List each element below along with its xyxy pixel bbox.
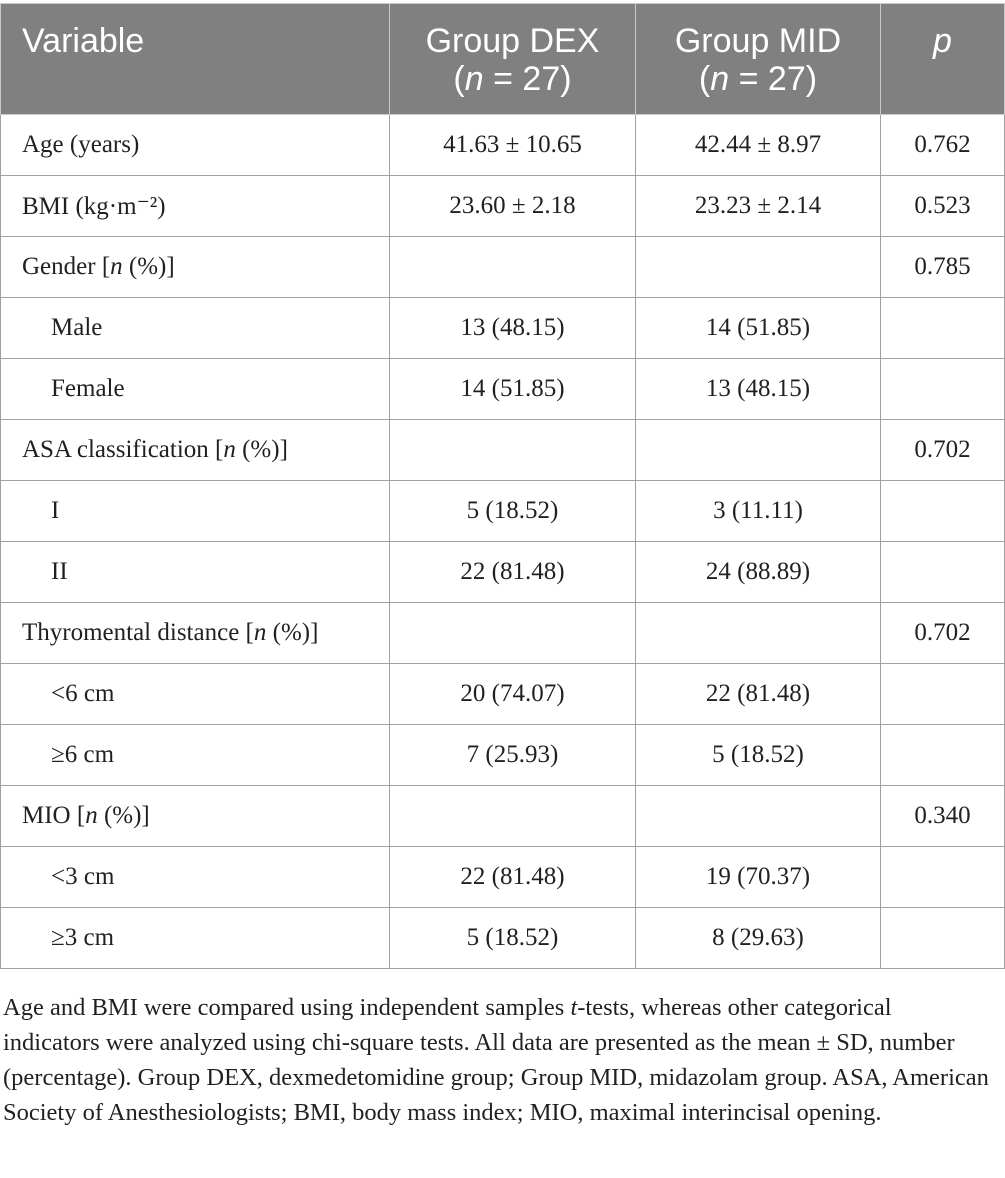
cell-dex: 41.63 ± 10.65 — [390, 115, 636, 176]
cell-dex: 22 (81.48) — [390, 847, 636, 908]
row-label: <6 cm — [1, 664, 390, 725]
table-row-asa-i — [1, 481, 1005, 542]
table-row-bmi — [1, 176, 1005, 237]
row-label: ≥3 cm — [1, 908, 390, 969]
table-row-male — [1, 298, 1005, 359]
cell-dex — [390, 786, 636, 847]
cell-p: 0.523 — [881, 176, 1005, 237]
cell-p — [881, 908, 1005, 969]
cell-dex — [390, 420, 636, 481]
cell-mid — [636, 237, 881, 298]
cell-mid: 3 (11.11) — [636, 481, 881, 542]
row-label: ASA classification [n (%)] — [1, 420, 390, 481]
cell-p — [881, 542, 1005, 603]
cell-dex: 23.60 ± 2.18 — [390, 176, 636, 237]
cell-p — [881, 481, 1005, 542]
header-group-mid-name: Group MID — [674, 22, 842, 60]
table-footnote: Age and BMI were compared using independent samples t-tests, whereas other categorical indicators were analyzed using chi-square tests. All data are presented as the mean ± SD, number (percentage). Group DEX, dexmedetomidine group; Group MID, midazolam group. ASA, American Society of Anesthesiologists; BMI, body mass index; MIO, maximal interincisal opening. — [3, 994, 989, 1126]
row-label: Gender [n (%)] — [1, 237, 390, 298]
table-row-mio-ge3 — [1, 908, 1005, 969]
cell-mid: 24 (88.89) — [636, 542, 881, 603]
cell-p — [881, 298, 1005, 359]
table-row-female — [1, 359, 1005, 420]
header-group-dex-name: Group DEX — [425, 22, 600, 60]
row-label: <3 cm — [1, 847, 390, 908]
cell-p: 0.702 — [881, 420, 1005, 481]
cell-dex: 13 (48.15) — [390, 298, 636, 359]
cell-dex: 22 (81.48) — [390, 542, 636, 603]
row-label: BMI (kg·m⁻²) — [1, 176, 390, 237]
table-row-tmd-lt6 — [1, 664, 1005, 725]
cell-p: 0.785 — [881, 237, 1005, 298]
row-label: ≥6 cm — [1, 725, 390, 786]
row-label: II — [1, 542, 390, 603]
cell-p: 0.340 — [881, 786, 1005, 847]
cell-p: 0.762 — [881, 115, 1005, 176]
row-label: Female — [1, 359, 390, 420]
cell-p — [881, 847, 1005, 908]
row-label: Age (years) — [1, 115, 390, 176]
table-row-age — [1, 115, 1005, 176]
row-label: Male — [1, 298, 390, 359]
cell-dex — [390, 237, 636, 298]
cell-mid: 23.23 ± 2.14 — [636, 176, 881, 237]
cell-mid: 19 (70.37) — [636, 847, 881, 908]
cell-p — [881, 725, 1005, 786]
cell-dex — [390, 603, 636, 664]
row-label: I — [1, 481, 390, 542]
baseline-characteristics-table — [0, 3, 1005, 969]
table-row-asa-ii — [1, 542, 1005, 603]
cell-mid: 5 (18.52) — [636, 725, 881, 786]
row-label: MIO [n (%)] — [1, 786, 390, 847]
cell-mid: 14 (51.85) — [636, 298, 881, 359]
table-row-mio — [1, 786, 1005, 847]
cell-p — [881, 664, 1005, 725]
cell-p — [881, 359, 1005, 420]
table-row-asa — [1, 420, 1005, 481]
cell-mid: 22 (81.48) — [636, 664, 881, 725]
header-group-dex — [390, 4, 636, 115]
cell-mid: 13 (48.15) — [636, 359, 881, 420]
cell-dex: 5 (18.52) — [390, 908, 636, 969]
row-label: Thyromental distance [n (%)] — [1, 603, 390, 664]
cell-mid — [636, 420, 881, 481]
cell-dex: 20 (74.07) — [390, 664, 636, 725]
header-group-dex-n: (n = 27) — [453, 60, 572, 98]
cell-mid — [636, 786, 881, 847]
table-row-tmd-ge6 — [1, 725, 1005, 786]
header-group-mid-n: (n = 27) — [698, 60, 818, 98]
cell-mid: 8 (29.63) — [636, 908, 881, 969]
table-header-row — [1, 4, 1005, 115]
header-group-mid — [636, 4, 881, 115]
table-row-thyromental — [1, 603, 1005, 664]
cell-mid — [636, 603, 881, 664]
cell-dex: 7 (25.93) — [390, 725, 636, 786]
header-p-value: p — [881, 4, 1005, 115]
table-row-mio-lt3 — [1, 847, 1005, 908]
cell-mid: 42.44 ± 8.97 — [636, 115, 881, 176]
table-row-gender — [1, 237, 1005, 298]
cell-dex: 14 (51.85) — [390, 359, 636, 420]
cell-p: 0.702 — [881, 603, 1005, 664]
cell-dex: 5 (18.52) — [390, 481, 636, 542]
header-variable: Variable — [1, 4, 390, 115]
